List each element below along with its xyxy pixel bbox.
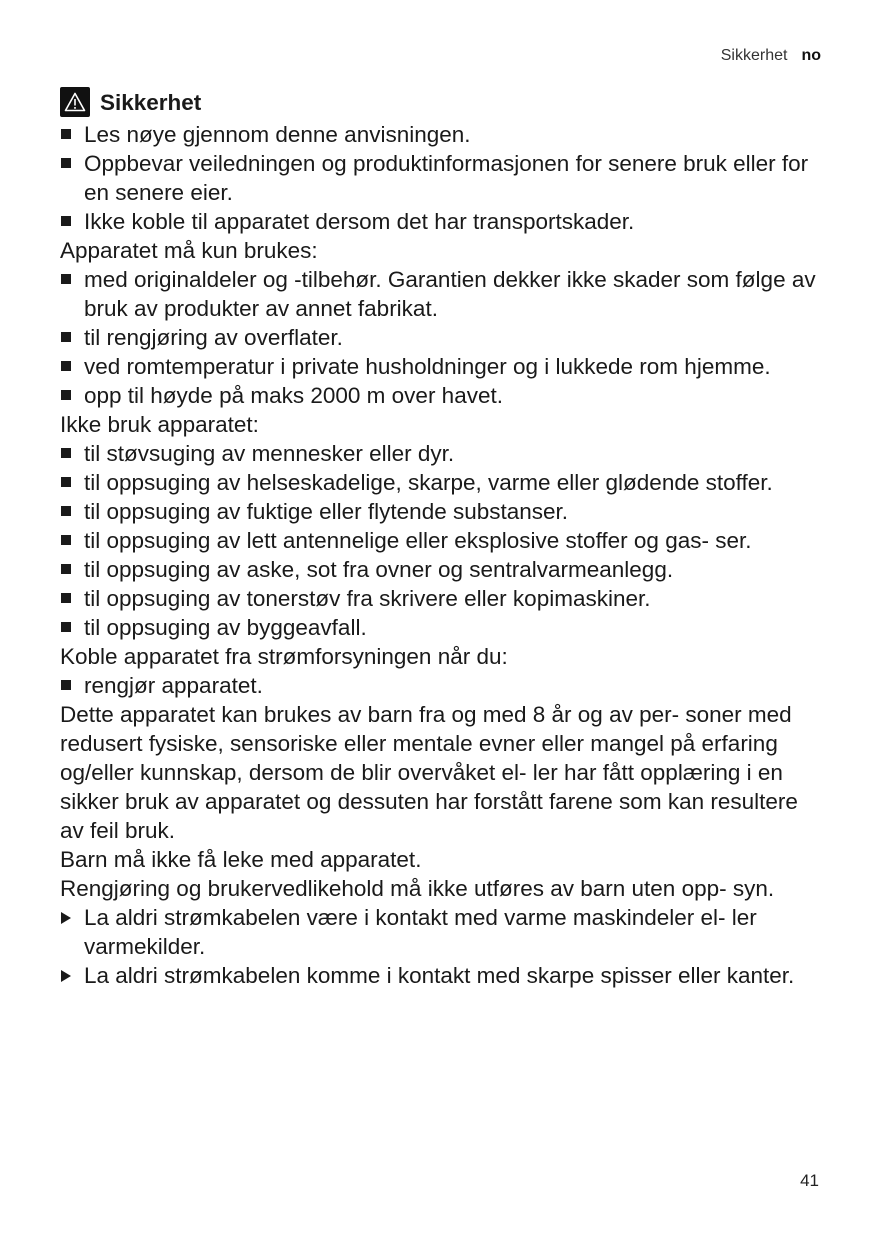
paragraph bbox=[60, 236, 822, 265]
list-item bbox=[60, 149, 822, 207]
section-title: Sikkerhet bbox=[100, 89, 202, 115]
list-item bbox=[60, 381, 822, 410]
bullet-square-icon bbox=[61, 593, 71, 603]
bullet-square-icon bbox=[61, 332, 71, 342]
list-item bbox=[60, 555, 822, 584]
line-text: ved romtemperatur i private husholdninger og i lukkede rom hjemme. bbox=[84, 354, 771, 379]
line-text: rengjør apparatet. bbox=[84, 673, 263, 698]
line-text: med originaldeler og -tilbehør. Garantien dekker ikke skader som følge av bruk av produkter av annet fabrikat. bbox=[84, 267, 816, 321]
line-text: Apparatet må kun brukes: bbox=[60, 238, 318, 263]
bullet-square-icon bbox=[61, 274, 71, 284]
list-item bbox=[60, 671, 822, 700]
paragraph bbox=[60, 410, 822, 439]
paragraph bbox=[60, 845, 822, 874]
line-text: Ikke bruk apparatet: bbox=[60, 412, 259, 437]
list-item bbox=[60, 439, 822, 468]
list-item bbox=[60, 584, 822, 613]
line-text: Rengjøring og brukervedlikehold må ikke utføres av barn uten opp- syn. bbox=[60, 876, 775, 901]
bullet-square-icon bbox=[61, 680, 71, 690]
bullet-square-icon bbox=[61, 158, 71, 168]
line-text: til oppsuging av aske, sot fra ovner og sentralvarmeanlegg. bbox=[84, 557, 674, 582]
paragraph bbox=[60, 700, 822, 845]
bullet-square-icon bbox=[61, 448, 71, 458]
list-item bbox=[60, 265, 822, 323]
list-item bbox=[60, 120, 822, 149]
paragraph bbox=[60, 874, 822, 903]
bullet-square-icon bbox=[61, 129, 71, 139]
bullet-square-icon bbox=[61, 506, 71, 516]
header-section: Sikkerhet bbox=[720, 47, 788, 64]
line-text: Oppbevar veiledningen og produktinformasjonen for senere bruk eller for en senere eier. bbox=[84, 151, 809, 205]
action-arrow-icon bbox=[61, 970, 71, 982]
line-text: til rengjøring av overflater. bbox=[84, 325, 343, 350]
bullet-square-icon bbox=[61, 622, 71, 632]
list-item bbox=[60, 497, 822, 526]
paragraph bbox=[60, 642, 822, 671]
list-item bbox=[60, 352, 822, 381]
bullet-square-icon bbox=[61, 535, 71, 545]
bullet-square-icon bbox=[61, 477, 71, 487]
list-item bbox=[60, 613, 822, 642]
bullet-square-icon bbox=[61, 361, 71, 371]
line-text: Dette apparatet kan brukes av barn fra og med 8 år og av per- soner med redusert fysiske, sensoriske eller mentale evner eller mangel på erfaring og/eller kunnskap, dersom de blir overvåket el- ler har fått opplæring i en sikker bruk av apparatet og dessuten har forstått farene som kan resultere av feil bruk. bbox=[60, 702, 798, 843]
list-item bbox=[60, 468, 822, 497]
list-item bbox=[60, 323, 822, 352]
running-header bbox=[721, 47, 821, 65]
line-text: Les nøye gjennom denne anvisningen. bbox=[84, 122, 471, 147]
line-text: til oppsuging av helseskadelige, skarpe, varme eller glødende stoffer. bbox=[84, 470, 773, 495]
line-text: Barn må ikke få leke med apparatet. bbox=[60, 847, 422, 872]
line-text: til oppsuging av lett antennelige eller eksplosive stoffer og gas- ser. bbox=[84, 528, 752, 553]
line-text: opp til høyde på maks 2000 m over havet. bbox=[84, 383, 503, 408]
line-text: til oppsuging av tonerstøv fra skrivere eller kopimaskiner. bbox=[84, 586, 651, 611]
action-step bbox=[60, 903, 822, 961]
safety-section bbox=[60, 86, 822, 990]
line-text: Ikke koble til apparatet dersom det har transportskader. bbox=[84, 209, 635, 234]
bullet-square-icon bbox=[61, 390, 71, 400]
safety-text bbox=[60, 120, 822, 990]
list-item bbox=[60, 207, 822, 236]
line-text: La aldri strømkabelen være i kontakt med varme maskindeler el- ler varmekilder. bbox=[84, 905, 757, 959]
section-heading bbox=[60, 86, 822, 118]
line-text: til støvsuging av mennesker eller dyr. bbox=[84, 441, 455, 466]
list-item bbox=[60, 526, 822, 555]
bullet-square-icon bbox=[61, 564, 71, 574]
page-number: 41 bbox=[800, 1171, 819, 1190]
line-text: La aldri strømkabelen komme i kontakt med skarpe spisser eller kanter. bbox=[84, 963, 795, 988]
action-step bbox=[60, 961, 822, 990]
header-language: no bbox=[801, 47, 821, 64]
line-text: til oppsuging av byggeavfall. bbox=[84, 615, 367, 640]
line-text: til oppsuging av fuktige eller flytende substanser. bbox=[84, 499, 569, 524]
line-text: Koble apparatet fra strømforsyningen når du: bbox=[60, 644, 508, 669]
bullet-square-icon bbox=[61, 216, 71, 226]
warning-icon bbox=[60, 87, 90, 117]
action-arrow-icon bbox=[61, 912, 71, 924]
